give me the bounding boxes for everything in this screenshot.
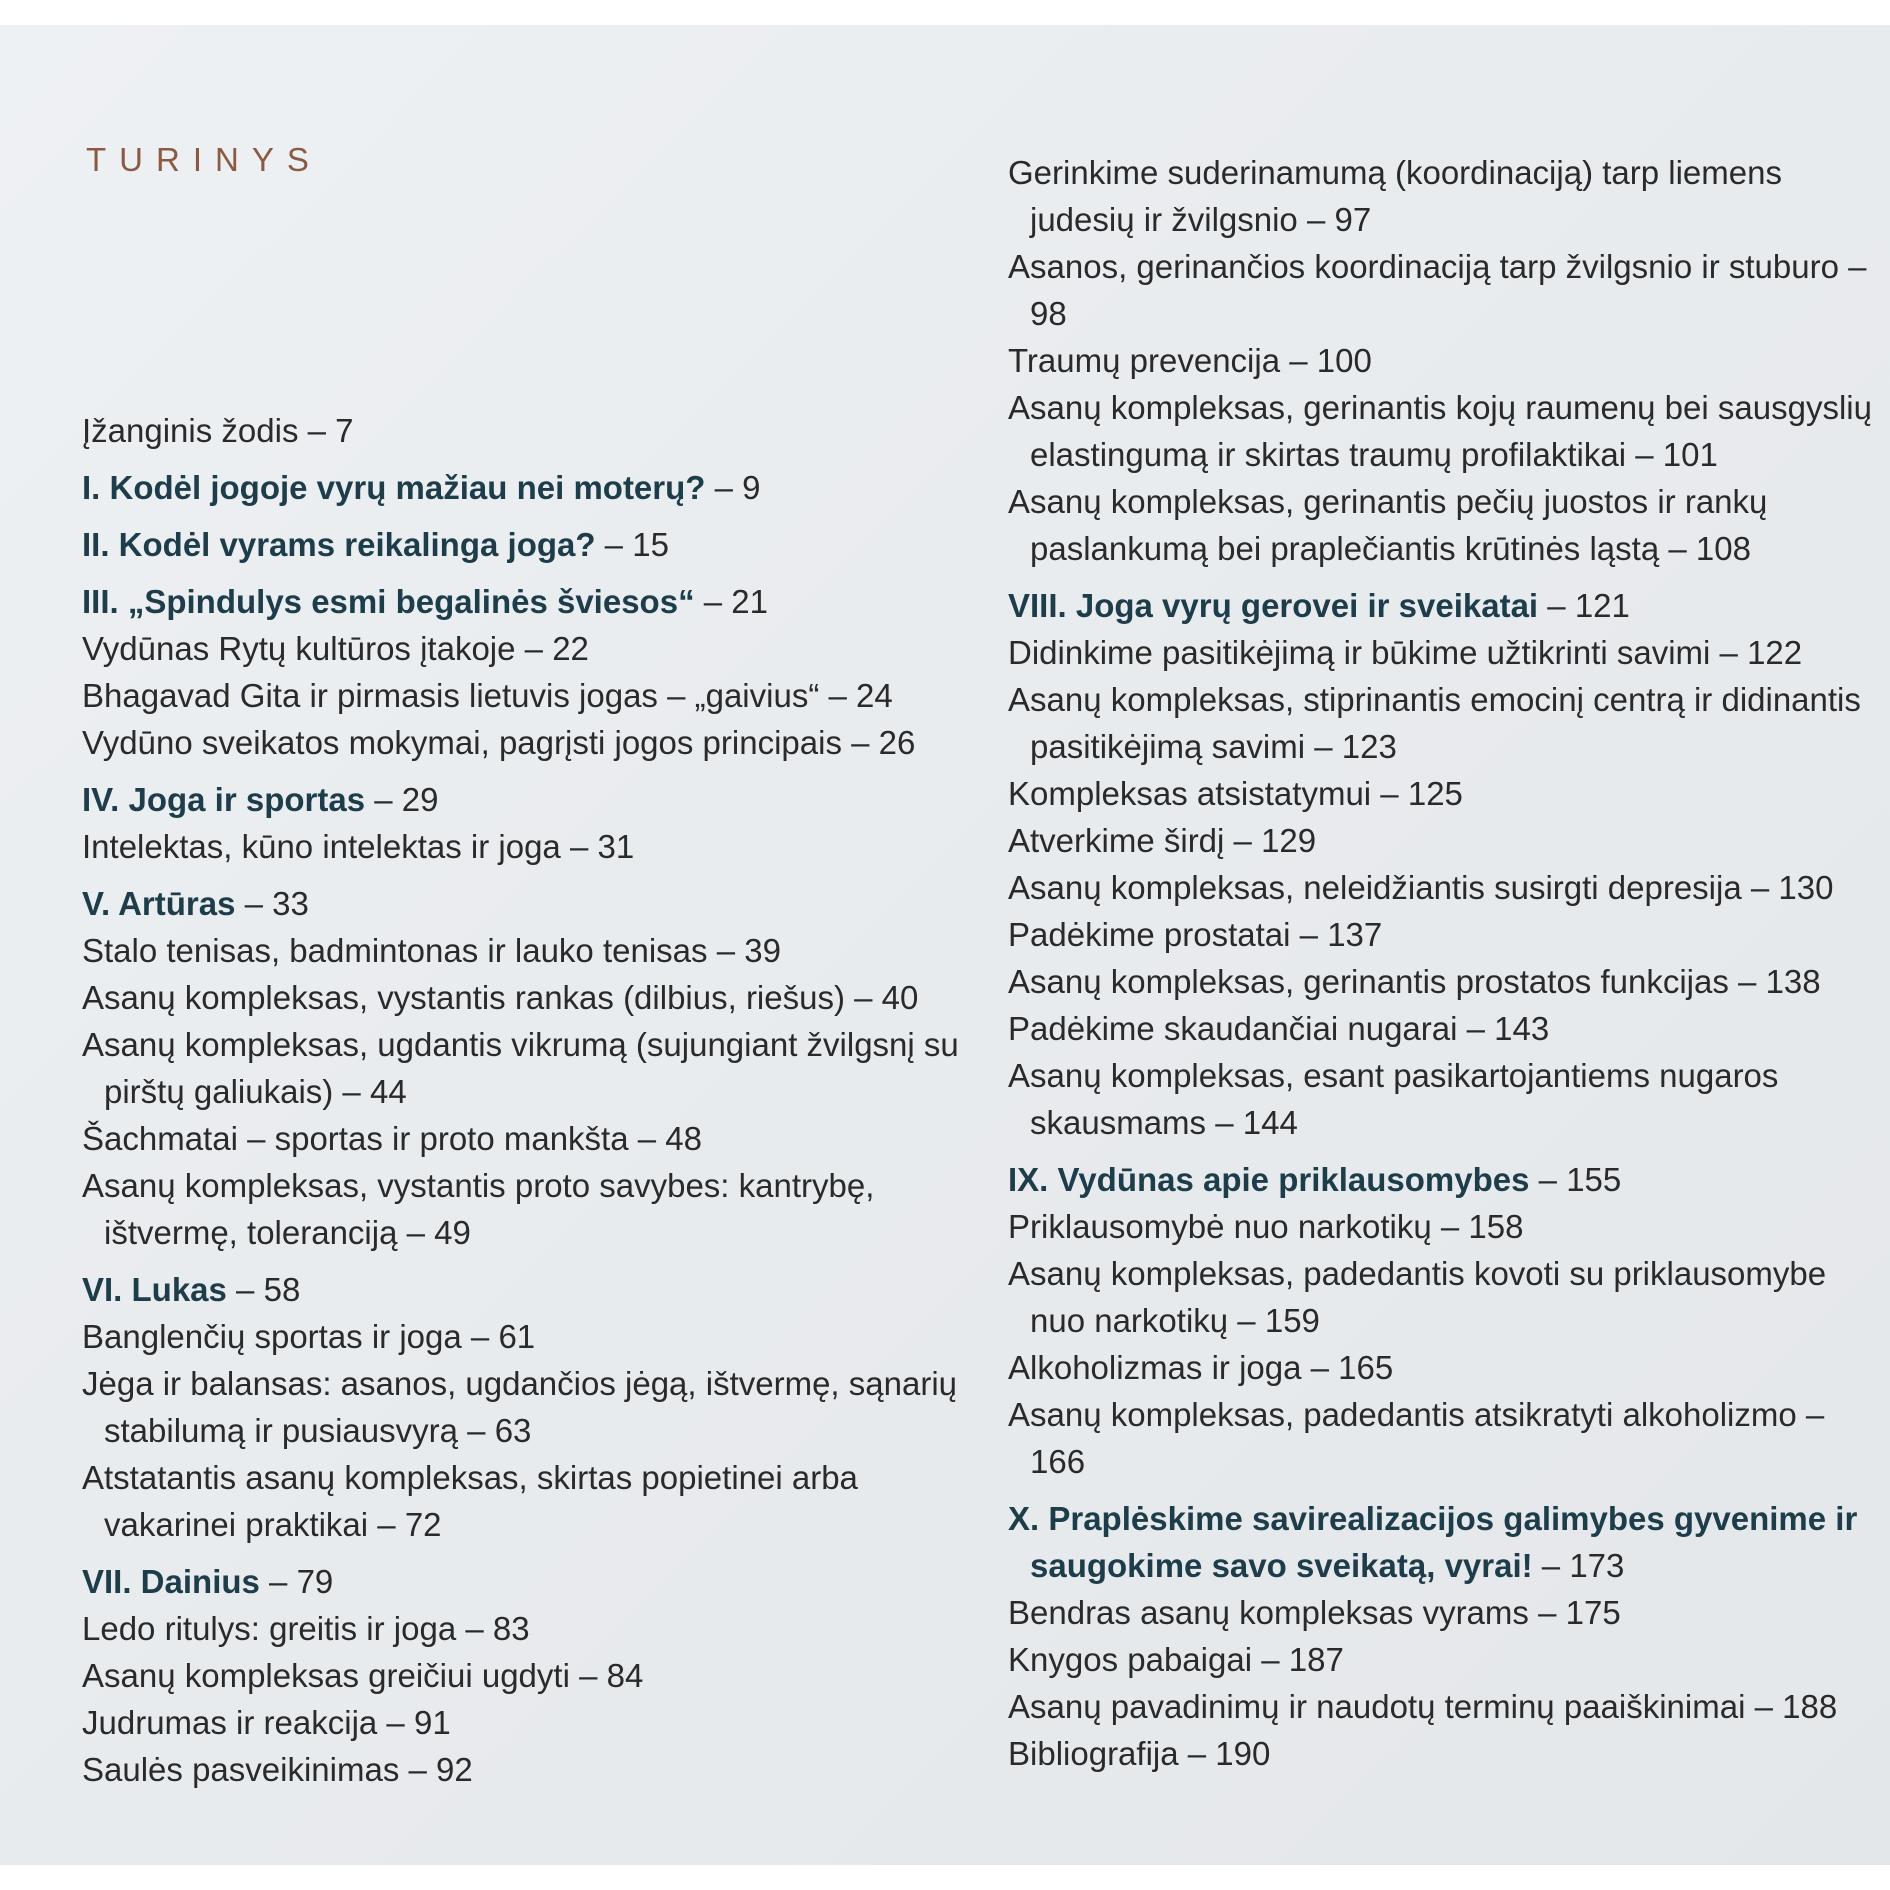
toc-entry-title: Asanos, gerinančios koordinaciją tarp žvilgsnio ir stuburo xyxy=(1008,248,1839,285)
toc-entry: Jėga ir balansas: asanos, ugdančios jėgą, ištvermę, sąnarių stabilumą ir pusiausvyrą – 63 xyxy=(82,1365,957,1449)
toc-entry-title: Padėkime skaudančiai nugarai xyxy=(1008,1010,1458,1047)
toc-entry-page: 39 xyxy=(744,932,781,969)
toc-entry-title: Stalo tenisas, badmintonas ir lauko tenisas xyxy=(82,932,708,969)
toc-entry: Stalo tenisas, badmintonas ir lauko tenisas – 39 xyxy=(82,932,781,969)
toc-entry-title: Traumų prevencija xyxy=(1008,342,1281,379)
toc-entry-page: 97 xyxy=(1334,201,1372,238)
toc-entry: Asanų kompleksas, stiprinantis emocinį centrą ir didinantis pasitikėjimą savimi – 123 xyxy=(1008,681,1861,765)
toc-entry-title: Bibliografija xyxy=(1008,1735,1179,1772)
toc-entry: Asanų kompleksas, vystantis rankas (dilbius, riešus) – 40 xyxy=(82,979,919,1016)
toc-left-column xyxy=(82,407,962,1793)
toc-entry: Vydūnas Rytų kultūros įtakoje – 22 xyxy=(82,630,589,667)
toc-entry-title: VI. Lukas xyxy=(82,1271,227,1308)
toc-entry-title: Bhagavad Gita ir pirmasis lietuvis jogas – „gaivius“ xyxy=(82,677,820,714)
toc-entry-page: 92 xyxy=(436,1751,473,1788)
toc-entry-page: 121 xyxy=(1574,587,1630,624)
toc-chapter-entry: VIII. Joga vyrų gerovei ir sveikatai – 121 xyxy=(1008,587,1630,624)
toc-chapter-entry: VII. Dainius – 79 xyxy=(82,1563,334,1600)
toc-entry-title: Banglenčių sportas ir joga xyxy=(82,1318,462,1355)
toc-entry: Didinkime pasitikėjimą ir būkime užtikrinti savimi – 122 xyxy=(1008,634,1803,671)
toc-entry-title: IX. Vydūnas apie priklausomybes xyxy=(1008,1161,1530,1198)
toc-entry-title: Gerinkime suderinamumą (koordinaciją) tarp liemens judesių ir žvilgsnio xyxy=(1008,154,1782,238)
toc-entry-page: 173 xyxy=(1569,1547,1625,1584)
toc-entry-title: Įžanginis žodis xyxy=(82,412,299,449)
toc-entry-page: 49 xyxy=(434,1214,471,1251)
toc-entry-page: 123 xyxy=(1341,728,1397,765)
toc-entry-page: 31 xyxy=(597,828,635,865)
toc-entry-title: X. Praplėskime savirealizacijos galimybes gyvenime ir saugokime savo sveikatą, vyrai! xyxy=(1008,1500,1858,1584)
page-title: TURINYS xyxy=(86,141,322,178)
toc-entry: Asanų kompleksas, gerinantis kojų raumenų bei sausgyslių elastingumą ir skirtas traumų profilaktikai – 101 xyxy=(1008,389,1872,473)
toc-entry-page: 22 xyxy=(552,630,589,667)
toc-entry-title: IV. Joga ir sportas xyxy=(82,781,366,818)
toc-entry-title: Judrumas ir reakcija xyxy=(82,1704,378,1741)
toc-entry-title: Vydūnas Rytų kultūros įtakoje xyxy=(82,630,516,667)
toc-entry: Atstatantis asanų kompleksas, skirtas popietinei arba vakarinei praktikai – 72 xyxy=(82,1459,858,1543)
toc-entry-page: 137 xyxy=(1327,916,1383,953)
toc-chapter-entry: X. Praplėskime savirealizacijos galimybes gyvenime ir saugokime savo sveikatą, vyrai! – 173 xyxy=(1008,1500,1858,1584)
toc-entry-title: Atverkime širdį xyxy=(1008,822,1225,859)
toc-entry: Padėkime skaudančiai nugarai – 143 xyxy=(1008,1010,1550,1047)
toc-entry-page: 33 xyxy=(272,885,309,922)
toc-entry-title: Bendras asanų kompleksas vyrams xyxy=(1008,1594,1529,1631)
toc-entry: Asanų kompleksas greičiui ugdyti – 84 xyxy=(82,1657,644,1694)
book-page xyxy=(0,25,1890,1865)
toc-entry: Bhagavad Gita ir pirmasis lietuvis jogas – „gaivius“ – 24 xyxy=(82,677,893,714)
toc-entry-title: Asanų kompleksas, vystantis proto savybes: kantrybę, ištvermę, toleranciją xyxy=(82,1167,875,1251)
toc-entry-title: Atstatantis asanų kompleksas, skirtas popietinei arba vakarinei praktikai xyxy=(82,1459,858,1543)
toc-entry-page: 155 xyxy=(1566,1161,1622,1198)
toc-entry: Įžanginis žodis – 7 xyxy=(82,412,354,449)
toc-entry: Asanų pavadinimų ir naudotų terminų paaiškinimai – 188 xyxy=(1008,1688,1838,1725)
toc-entry-page: 108 xyxy=(1695,530,1751,567)
toc-entry-title: Asanų kompleksas, padedantis atsikratyti alkoholizmo xyxy=(1008,1396,1797,1433)
toc-entry-page: 188 xyxy=(1782,1688,1838,1725)
toc-chapter-entry: VI. Lukas – 58 xyxy=(82,1271,301,1308)
toc-entry-title: Didinkime pasitikėjimą ir būkime užtikrinti savimi xyxy=(1008,634,1711,671)
toc-entry-page: 166 xyxy=(1030,1443,1086,1480)
toc-entry: Asanos, gerinančios koordinaciją tarp žvilgsnio ir stuburo – 98 xyxy=(1008,248,1867,332)
toc-entry-page: 21 xyxy=(731,583,768,620)
toc-chapter-entry: III. „Spindulys esmi begalinės šviesos“ – 21 xyxy=(82,583,768,620)
toc-entry: Asanų kompleksas, esant pasikartojantiems nugaros skausmams – 144 xyxy=(1008,1057,1779,1141)
toc-entry-title: V. Artūras xyxy=(82,885,236,922)
toc-right-column xyxy=(1008,149,1888,1777)
toc-entry-page: 91 xyxy=(413,1704,451,1741)
toc-entry-page: 129 xyxy=(1261,822,1317,859)
toc-entry: Knygos pabaigai – 187 xyxy=(1008,1641,1344,1678)
toc-entry-title: I. Kodėl jogoje vyrų mažiau nei moterų? xyxy=(82,469,706,506)
toc-entry-page: 7 xyxy=(335,412,354,449)
toc-entry-page: 61 xyxy=(498,1318,536,1355)
toc-entry: Saulės pasveikinimas – 92 xyxy=(82,1751,473,1788)
toc-entry-page: 24 xyxy=(856,677,893,714)
toc-entry-title: VIII. Joga vyrų gerovei ir sveikatai xyxy=(1008,587,1539,624)
toc-chapter-entry: II. Kodėl vyrams reikalinga joga? – 15 xyxy=(82,526,669,563)
toc-entry: Intelektas, kūno intelektas ir joga – 31 xyxy=(82,828,635,865)
toc-entry-page: 143 xyxy=(1494,1010,1550,1047)
toc-entry-title: Priklausomybė nuo narkotikų xyxy=(1008,1208,1432,1245)
toc-entry-title: Asanų kompleksas, gerinantis prostatos funkcijas xyxy=(1008,963,1729,1000)
toc-entry: Bibliografija – 190 xyxy=(1008,1735,1271,1772)
toc-entry-page: 125 xyxy=(1407,775,1463,812)
toc-entry-title: Asanų kompleksas, vystantis rankas (dilbius, riešus) xyxy=(82,979,845,1016)
toc-entry-page: 158 xyxy=(1468,1208,1524,1245)
toc-entry-page: 58 xyxy=(263,1271,301,1308)
toc-entry: Bendras asanų kompleksas vyrams – 175 xyxy=(1008,1594,1621,1631)
toc-entry-page: 79 xyxy=(296,1563,334,1600)
toc-entry-title: Ledo ritulys: greitis ir joga xyxy=(82,1610,457,1647)
toc-entry: Asanų kompleksas, neleidžiantis susirgti depresija – 130 xyxy=(1008,869,1834,906)
toc-entry: Asanų kompleksas, ugdantis vikrumą (sujungiant žvilgsnį su pirštų galiukais) – 44 xyxy=(82,1026,959,1110)
toc-entry-page: 122 xyxy=(1747,634,1803,671)
toc-entry-title: Padėkime prostatai xyxy=(1008,916,1291,953)
toc-entry-title: Asanų kompleksas, padedantis kovoti su priklausomybe nuo narkotikų xyxy=(1008,1255,1827,1339)
toc-entry-title: Vydūno sveikatos mokymai, pagrįsti jogos principais xyxy=(82,724,842,761)
toc-entry: Priklausomybė nuo narkotikų – 158 xyxy=(1008,1208,1524,1245)
toc-entry: Asanų kompleksas, gerinantis pečių juostos ir rankų paslankumą bei praplečiantis krūtinės ląstą – 108 xyxy=(1008,483,1768,567)
toc-entry-title: Asanų kompleksas greičiui ugdyti xyxy=(82,1657,570,1694)
toc-entry-page: 101 xyxy=(1662,436,1718,473)
toc-entry-title: Asanų kompleksas, stiprinantis emocinį centrą ir didinantis pasitikėjimą savimi xyxy=(1008,681,1861,765)
toc-entry-title: VII. Dainius xyxy=(82,1563,260,1600)
toc-entry-title: Asanų kompleksas, gerinantis kojų raumenų bei sausgyslių elastingumą ir skirtas traumų profilaktikai xyxy=(1008,389,1872,473)
toc-entry-title: Alkoholizmas ir joga xyxy=(1008,1349,1302,1386)
toc-entry-page: 40 xyxy=(881,979,919,1016)
toc-entry: Šachmatai – sportas ir proto mankšta – 48 xyxy=(82,1120,703,1157)
toc-entry-page: 29 xyxy=(401,781,439,818)
toc-entry-title: Asanų kompleksas, esant pasikartojantiems nugaros skausmams xyxy=(1008,1057,1779,1141)
toc-entry-page: 175 xyxy=(1565,1594,1621,1631)
toc-chapter-entry: IV. Joga ir sportas – 29 xyxy=(82,781,439,818)
toc-entry-title: Intelektas, kūno intelektas ir joga xyxy=(82,828,561,865)
toc-entry: Vydūno sveikatos mokymai, pagrįsti jogos principais – 26 xyxy=(82,724,916,761)
toc-entry: Asanų kompleksas, vystantis proto savybes: kantrybę, ištvermę, toleranciją – 49 xyxy=(82,1167,875,1251)
toc-entry-page: 63 xyxy=(494,1412,532,1449)
toc-entry: Judrumas ir reakcija – 91 xyxy=(82,1704,451,1741)
toc-entry-page: 72 xyxy=(404,1506,442,1543)
toc-chapter-entry: I. Kodėl jogoje vyrų mažiau nei moterų? – 9 xyxy=(82,469,761,506)
toc-entry-page: 187 xyxy=(1288,1641,1344,1678)
toc-entry-title: Šachmatai – sportas ir proto mankšta xyxy=(82,1120,629,1157)
toc-entry-title: Asanų kompleksas, gerinantis pečių juostos ir rankų paslankumą bei praplečiantis krūtinės ląstą xyxy=(1008,483,1768,567)
toc-entry-page: 44 xyxy=(369,1073,407,1110)
toc-entry-title: II. Kodėl vyrams reikalinga joga? xyxy=(82,526,596,563)
toc-entry: Traumų prevencija – 100 xyxy=(1008,342,1372,379)
toc-entry-title: Jėga ir balansas: asanos, ugdančios jėgą, ištvermę, sąnarių stabilumą ir pusiausvyrą xyxy=(82,1365,957,1449)
toc-entry-page: 159 xyxy=(1264,1302,1320,1339)
toc-entry-page: 48 xyxy=(665,1120,703,1157)
toc-entry: Alkoholizmas ir joga – 165 xyxy=(1008,1349,1394,1386)
toc-entry-page: 165 xyxy=(1338,1349,1394,1386)
toc-entry-page: 100 xyxy=(1316,342,1372,379)
toc-entry-title: III. „Spindulys esmi begalinės šviesos“ xyxy=(82,583,695,620)
toc-entry-page: 84 xyxy=(606,1657,644,1694)
toc-entry-title: Asanų kompleksas, neleidžiantis susirgti depresija xyxy=(1008,869,1742,906)
toc-entry: Ledo ritulys: greitis ir joga – 83 xyxy=(82,1610,530,1647)
toc-entry-page: 83 xyxy=(492,1610,530,1647)
toc-entry-title: Kompleksas atsistatymui xyxy=(1008,775,1372,812)
toc-entry-page: 98 xyxy=(1030,295,1067,332)
toc-entry-title: Asanų pavadinimų ir naudotų terminų paaiškinimai xyxy=(1008,1688,1746,1725)
toc-entry: Atverkime širdį – 129 xyxy=(1008,822,1317,859)
toc-entry-title: Knygos pabaigai xyxy=(1008,1641,1253,1678)
toc-entry-page: 130 xyxy=(1778,869,1834,906)
toc-entry: Padėkime prostatai – 137 xyxy=(1008,916,1383,953)
toc-entry-page: 26 xyxy=(878,724,916,761)
toc-entry-page: 138 xyxy=(1765,963,1821,1000)
toc-entry: Banglenčių sportas ir joga – 61 xyxy=(82,1318,536,1355)
toc-entry-page: 9 xyxy=(742,469,761,506)
toc-entry-page: 190 xyxy=(1215,1735,1271,1772)
toc-entry: Asanų kompleksas, padedantis kovoti su priklausomybe nuo narkotikų – 159 xyxy=(1008,1255,1827,1339)
toc-entry-title: Asanų kompleksas, ugdantis vikrumą (sujungiant žvilgsnį su pirštų galiukais) xyxy=(82,1026,959,1110)
toc-entry: Asanų kompleksas, padedantis atsikratyti alkoholizmo – 166 xyxy=(1008,1396,1825,1480)
toc-entry-title: Saulės pasveikinimas xyxy=(82,1751,400,1788)
toc-entry: Gerinkime suderinamumą (koordinaciją) tarp liemens judesių ir žvilgsnio – 97 xyxy=(1008,154,1782,238)
toc-entry-page: 144 xyxy=(1242,1104,1298,1141)
toc-entry-page: 15 xyxy=(632,526,669,563)
toc-entry: Kompleksas atsistatymui – 125 xyxy=(1008,775,1463,812)
toc-chapter-entry: IX. Vydūnas apie priklausomybes – 155 xyxy=(1008,1161,1622,1198)
toc-chapter-entry: V. Artūras – 33 xyxy=(82,885,309,922)
toc-entry: Asanų kompleksas, gerinantis prostatos funkcijas – 138 xyxy=(1008,963,1821,1000)
